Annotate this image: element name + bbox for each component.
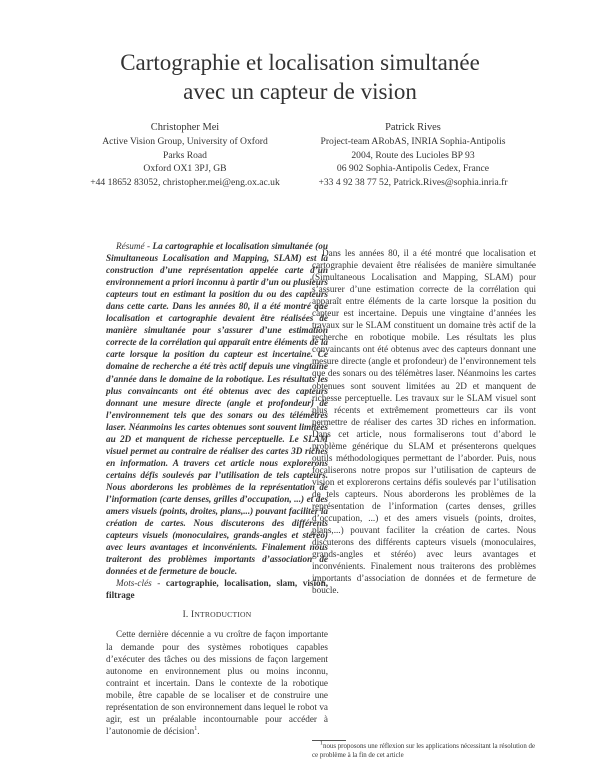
footnote-number: 1 xyxy=(320,740,323,747)
author-name: Patrick Rives xyxy=(385,122,441,133)
author-address: 2004, Route des Lucioles BP 93 xyxy=(351,149,475,161)
author-contact: +44 18652 83052, christopher.mei@eng.ox.ac.uk xyxy=(90,176,280,188)
section-title-rest: NTRODUCTION xyxy=(194,610,252,620)
intro-text: Cette dernière décennie a vu croître de façon importante la demande pour des systèmes robotiques capables d’exécuter des tâches ou des missions de façon largement autonome en environnement plus ou moins inconnu, contraint et incertain. Dans le contexte de la robotique mobile, être capable de se localiser et de construire une représentation de son environnement dans lequel le robot va agir, est un préalable incontournable pour accéder à l’autonomie de décision xyxy=(106,629,328,736)
title-line-2: avec un capteur de vision xyxy=(183,79,417,104)
intro-paragraph-start: Cette dernière décennie a vu croître de façon importante la demande pour des systèmes robotiques capables d’exécuter des tâches ou des missions de façon largement autonome en environnement plus ou moins inconnu, contraint et incertain. Dans le contexte de la robotique mobile, être capable de se localiser et de construire une représentation de son environnement dans lequel le robot va agir, est un préalable incontournable pour accéder à l’autonomie de décision$^1$. xyxy=(106,629,328,736)
author-affiliation: Active Vision Group, University of Oxford xyxy=(102,136,268,148)
abstract-label: Résumé - xyxy=(116,241,151,251)
footnote-marker: 1 xyxy=(194,725,198,732)
author-city: 06 902 Sophia-Antipolis Cedex, France xyxy=(336,163,490,175)
footnote-rule xyxy=(312,740,346,741)
right-column xyxy=(312,240,536,596)
author-contact: +33 4 92 38 77 52, Patrick.Rives@sophia.inria.fr xyxy=(318,176,508,188)
section-heading xyxy=(106,609,328,621)
keywords-label: Mots-clés - xyxy=(116,578,161,589)
section-number: I. xyxy=(182,610,189,621)
author-affiliation: Project-team ARobAS, INRIA Sophia-Antipolis xyxy=(320,136,506,148)
title-line-1: Cartographie et localisation simultanée xyxy=(120,50,480,75)
abstract-text: La cartographie et localisation simultanée (ou Simultaneous Localisation and Mapping, SLAM) est la construction d’une représentation appelée carte d’un environnement a priori inconnu à partir d’un ou plusieurs capteurs tout en estimant la position du ou des capteurs dans cette carte. Dans les années 80, il a été montré que localisation et cartographie devaient être réalisées de manière simultanée pour s’assurer d’une estimation correcte de la corrélation qui apparaît entre éléments de la carte lorsque la position du capteur est incertaine. Ce domaine de recherche a été très actif depuis une vingtaine d’année dans le domaine de la robotique. Les résultats les plus convaincants ont été obtenus avec des capteurs donnant une mesure directe (angle et profondeur) de l’environnement tels que des sonars ou des télémètres laser. Néanmoins les cartes obtenues sont souvent limitées au 2D et manquent de richesse perceptuelle. Le SLAM visuel permet au contraire de réaliser des cartes 3D riches en information. A travers cet article nous explorerons certains défis soulevés par l’utilisation de tels capteurs. Nous aborderons les problèmes de la représentation de l’information (carte denses, grilles d’occupation, ...) et des amers visuels (points, droites, plans,...) pouvant faciliter la création de cartes. Nous discuterons des différents capteurs visuels (monoculaires, grands-angles et stéréo) avec leurs avantages et inconvénients. Finalement nous traiteront des problèmes importants d’association de données et de fermeture de boucle. xyxy=(106,241,328,577)
author-address: Parks Road xyxy=(163,149,207,161)
paper-title xyxy=(0,48,600,106)
keywords-text: cartographie, localisation, slam, vision, filtrage xyxy=(106,578,329,601)
author-block-2 xyxy=(278,121,548,189)
abstract xyxy=(106,240,328,577)
left-column xyxy=(106,240,328,737)
author-city: Oxford OX1 3PJ, GB xyxy=(143,163,227,175)
paragraph-2: Dans les années 80, il a été montré que localisation et cartographie devaient être réalisées de manière simultanée (Simultaneous Localisation and Mapping, SLAM) pour s’assurer d’une estimation correcte de la corrélation qui apparaît entre éléments de la carte lorsque la position du capteur est incertaine. Depuis une vingtaine d’années les travaux sur le SLAM constituent un domaine très actif de la recherche en robotique mobile. Les résultats les plus convaincants ont été obtenus avec des capteurs donnant une mesure directe (angle et profondeur) de l’environnement tels que des sonars ou des télémètres laser. Néanmoins les cartes obtenues sont souvent limitées au 2D et manquent de richesse perceptuelle. Les travaux sur le SLAM visuel sont plus récents et extrêmement prometteurs car ils vont permettre de réaliser des cartes 3D riches en information. Dans cet article, nous formaliserons tout d’abord le problème générique du SLAM et présenterons quelques outils méthodologiques permettant de l’aborder. Puis, nous focaliserons notre propos sur l’utilisation de capteurs de vision et explorerons certains défis soulevés par l’utilisation de tels capteurs. Nous aborderons les problèmes de la représentation de l’information (cartes denses, grilles d’occupation, ...) et des amers visuels (points, droites, plans,...) pouvant faciliter la création de cartes. Nous discuterons des différents capteurs visuels (monoculaires, grands-angles et stéréo) avec leurs avantages et inconvénients. Finalement nous traiterons des problèmes importants d’association de données et de fermeture de boucle. xyxy=(312,248,536,596)
footnote-text: nous proposons une réflexion sur les applications nécessitant la résolution de ce problème à la fin de cet article xyxy=(312,743,536,759)
keywords xyxy=(106,577,328,601)
section-initial: I xyxy=(191,610,195,621)
footnote xyxy=(312,742,536,760)
author-name: Christopher Mei xyxy=(150,122,220,133)
